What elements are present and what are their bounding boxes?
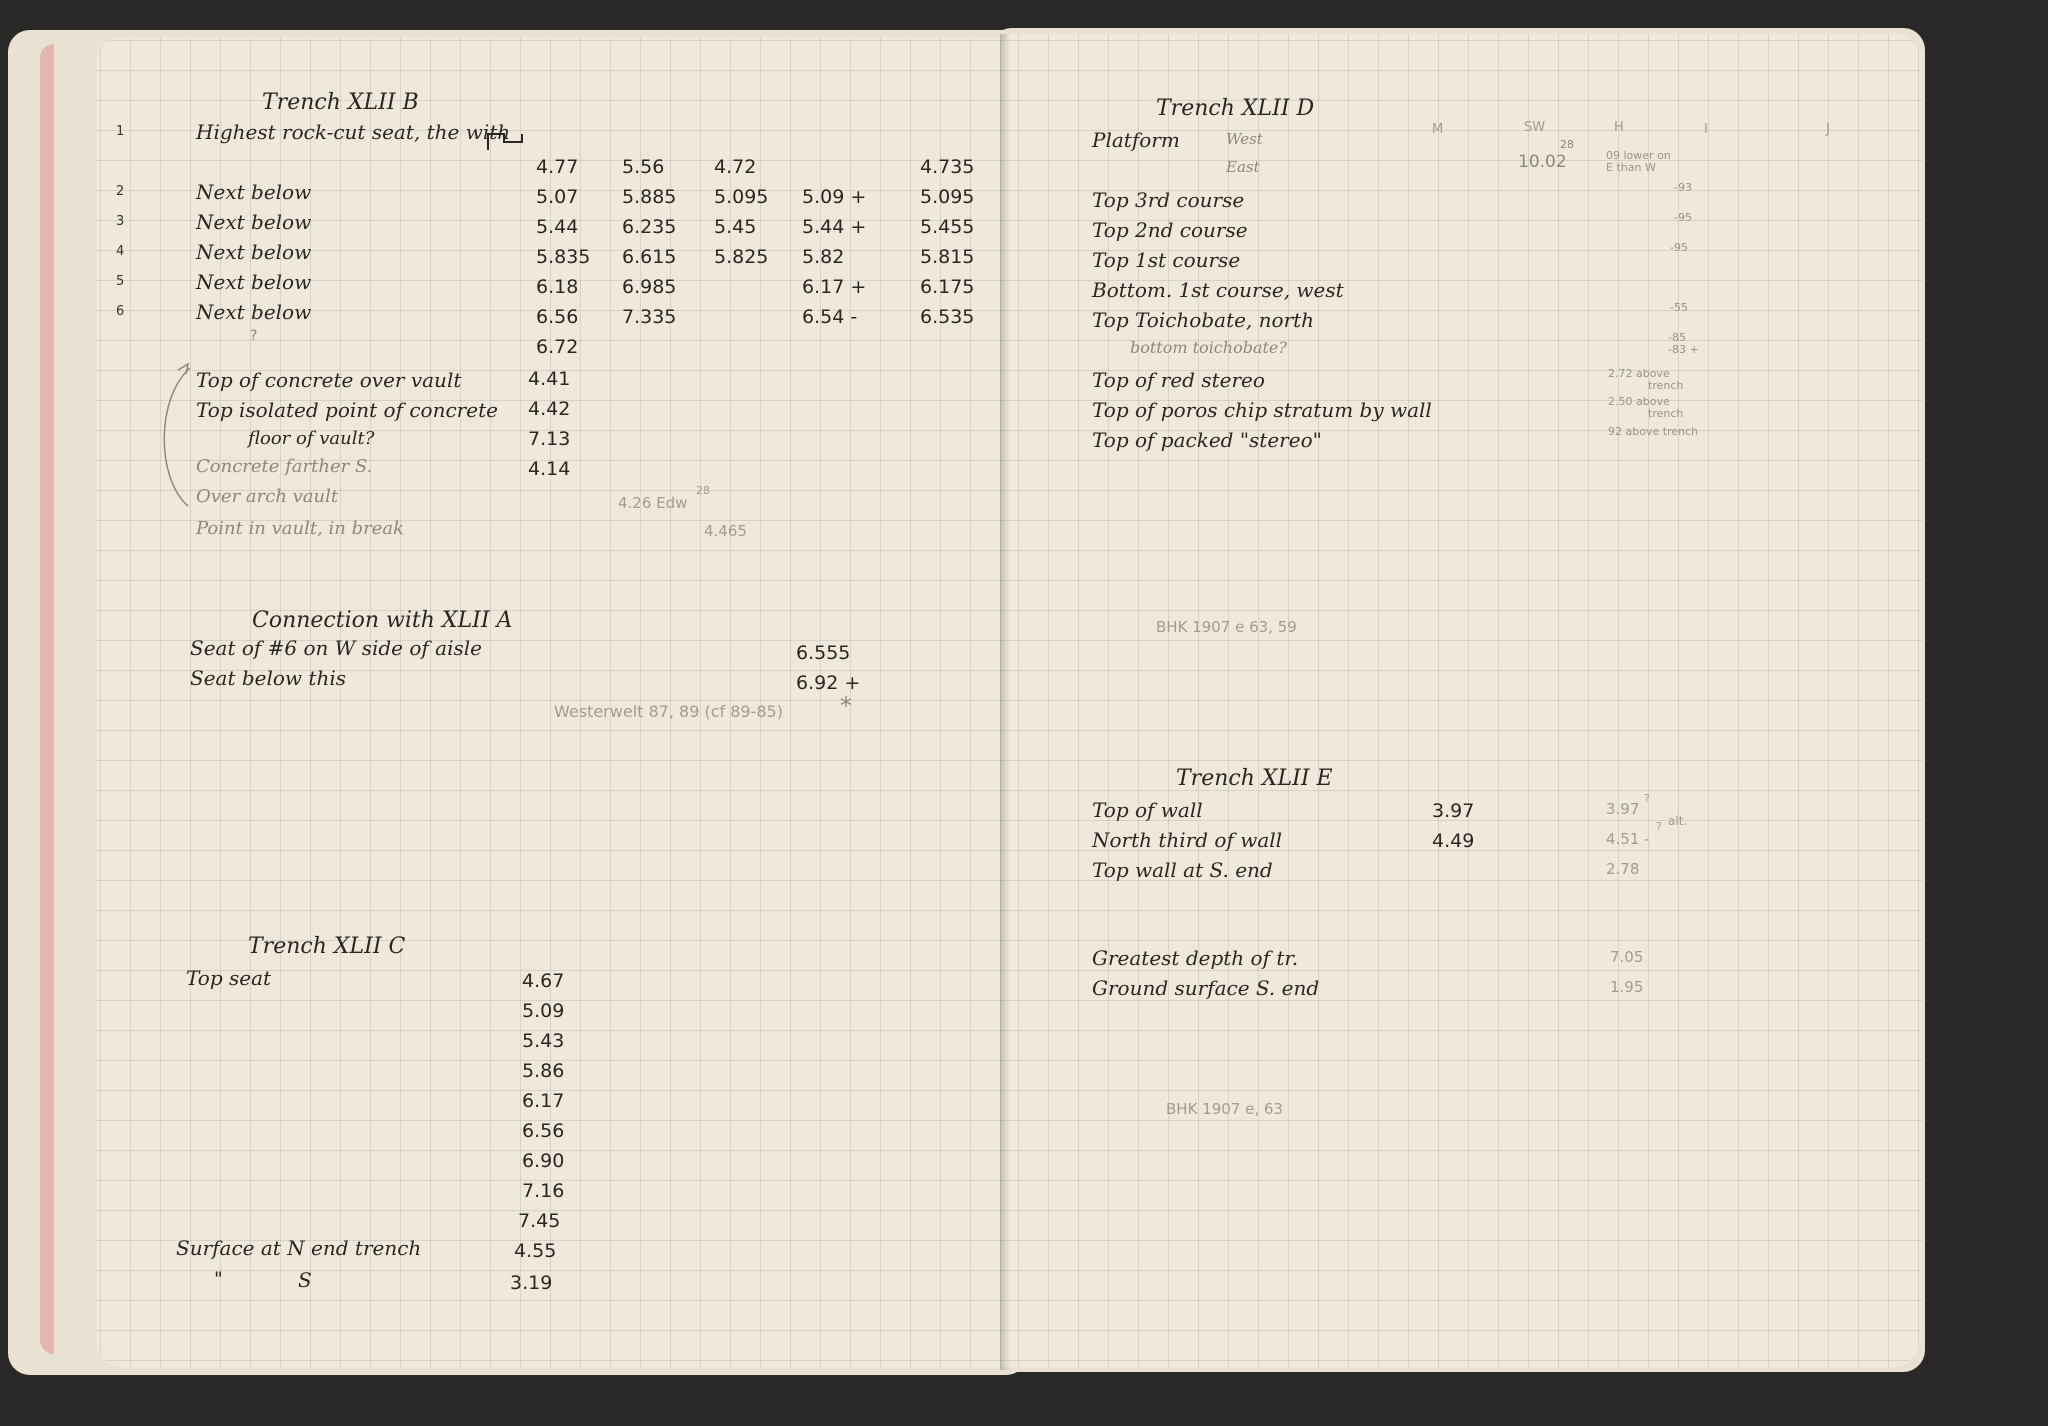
value-cell: 4.67 [522,970,565,992]
row1-label: Highest rock-cut seat, the with [196,120,511,144]
surface-n-value: 4.55 [514,1240,557,1262]
note-label: floor of vault? [248,428,375,449]
trench-d-row: Top 1st course [1092,248,1241,272]
column-header: I [1704,122,1708,137]
connection-label: Seat of #6 on W side of aisle [190,636,482,660]
value-cell: 6.17 [522,1090,565,1112]
note-label: Concrete farther S. [196,456,373,477]
faint-note: Point in vault, in break [196,518,405,539]
connection-heading: Connection with XLII A [252,608,513,633]
column-header: M [1432,122,1444,137]
trench-e-row: Greatest depth of tr. [1092,946,1299,970]
sw-value: 10.02 [1518,152,1567,172]
value-cell: 5.07 [536,186,579,208]
value-cell: 6.18 [536,276,579,298]
faint-reference: Westerwelt 87, 89 (cf 89-85) [554,702,783,721]
binding-gutter [1000,34,1010,1370]
next-below-label: Next below [196,240,312,264]
value-cell: 6.175 [920,276,975,298]
value-cell: 6.235 [622,216,677,238]
value-cell: 4.72 [714,156,757,178]
value-cell: 7.335 [622,306,677,328]
trench-d-heading: Trench XLII D [1156,96,1315,121]
value-cell: 6.615 [622,246,677,268]
value-cell: 5.45 [714,216,757,238]
row-number: 1 [116,124,125,139]
value-cell: 6.17 + [802,276,867,298]
faint-value: -55 [1670,301,1688,314]
trench-d-row: Top of packed "stereo" [1092,428,1322,452]
faint-value: 3.97 [1606,800,1640,818]
seat-profile-icon [486,130,526,152]
value-cell: 7.16 [522,1180,565,1202]
note-label: Top of concrete over vault [196,368,462,392]
faint-value: trench [1648,407,1684,420]
faint-value: 7.05 [1610,948,1644,966]
note-value: 4.41 [528,368,571,390]
bracket-mark [164,368,190,506]
reference-note: BHK 1907 e, 63 [1166,1100,1283,1118]
column-header: H [1614,120,1624,135]
faint-note: Over arch vault [196,486,339,507]
right-page [1006,34,1922,1368]
faint-value: -83 + [1668,343,1699,356]
value-cell: 5.09 + [802,186,867,208]
trench-e-value: 4.49 [1432,830,1475,852]
faint-value: 28 [696,484,710,497]
faint-value: ? [1656,820,1662,833]
faint-value: -95 [1674,211,1692,224]
faint-value: 09 lower on [1606,149,1671,162]
note-label: Top isolated point of concrete [196,398,498,422]
faint-value: -93 [1674,181,1692,194]
sw-small: 28 [1560,138,1574,151]
faint-value: -85 [1668,331,1686,344]
value-cell: 5.43 [522,1030,565,1052]
trench-d-row: Top of red stereo [1092,368,1265,392]
value-cell: 6.56 [522,1120,565,1142]
ditto-mark: " [214,1268,223,1290]
next-below-label: Next below [196,180,312,204]
faint-value: trench [1648,379,1684,392]
faint-value: E than W [1606,161,1656,174]
asterisk-mark: * [840,692,852,720]
top-seat-label: Top seat [186,966,272,990]
connection-value: 6.555 [796,642,851,664]
trench-c-heading: Trench XLII C [248,934,406,959]
note-value: 7.13 [528,428,571,450]
value-cell: 6.72 [536,336,579,358]
value-cell: 6.985 [622,276,677,298]
note-value: 4.42 [528,398,571,420]
faint-value: 4.465 [704,522,747,540]
row-number: 2 [116,184,125,199]
left-page [96,38,1008,1368]
surface-n-label: Surface at N end trench [176,1236,422,1260]
faint-value: 2.78 [1606,860,1640,878]
row-number: 5 [116,274,125,289]
trench-d-row: bottom toichobate? [1130,338,1287,357]
trench-d-row: Top of poros chip stratum by wall [1092,398,1432,422]
faint-value: 1.95 [1610,978,1644,996]
value-cell: 5.82 [802,246,845,268]
connection-label: Seat below this [190,666,346,690]
trench-e-heading: Trench XLII E [1176,766,1333,791]
value-cell: 5.44 + [802,216,867,238]
platform-faint: West [1226,130,1263,148]
trench-d-row: Top Toichobate, north [1092,308,1315,332]
next-below-label: Next below [196,270,312,294]
faint-value: 2.72 above [1608,367,1670,380]
next-below-label: Next below [196,300,312,324]
faint-value: -95 [1670,241,1688,254]
value-cell: 5.44 [536,216,579,238]
trench-e-row: Top wall at S. end [1092,858,1273,882]
connection-value: 6.92 + [796,672,861,694]
value-cell: 5.56 [622,156,665,178]
trench-e-row: Ground surface S. end [1092,976,1320,1000]
surface-s-value: 3.19 [510,1272,553,1294]
faint-value: alt. [1668,814,1688,828]
row-number: 6 [116,304,125,319]
value-cell: 5.835 [536,246,591,268]
red-page-edge [40,44,54,1354]
trench-e-row: Top of wall [1092,798,1203,822]
faint-value: ? [1644,792,1650,805]
question-mark: ? [250,328,258,344]
reference-note: BHK 1907 e 63, 59 [1156,618,1297,636]
faint-value: 2.50 above [1608,395,1670,408]
platform-faint: East [1226,158,1260,176]
arrow-mark [178,364,188,374]
value-cell: 5.455 [920,216,975,238]
surface-s-label: S [298,1268,312,1292]
value-cell: 4.735 [920,156,975,178]
faint-value: 92 above trench [1608,425,1699,438]
trench-d-row: Bottom. 1st course, west [1092,278,1344,302]
column-header: SW [1524,120,1546,135]
next-below-label: Next below [196,210,312,234]
faint-value: 4.51 - [1606,830,1650,848]
value-cell: 6.54 - [802,306,858,328]
value-cell: 6.535 [920,306,975,328]
note-value: 4.14 [528,458,571,480]
value-cell: 4.77 [536,156,579,178]
value-cell: 5.885 [622,186,677,208]
value-cell: 6.90 [522,1150,565,1172]
trench-b-heading: Trench XLII B [262,90,419,115]
value-cell: 5.86 [522,1060,565,1082]
row-number: 4 [116,244,125,259]
trench-e-row: North third of wall [1092,828,1283,852]
value-cell: 5.815 [920,246,975,268]
trench-e-value: 3.97 [1432,800,1475,822]
trench-d-row: Top 2nd course [1092,218,1248,242]
value-cell: 5.095 [920,186,975,208]
column-header: J [1826,122,1830,137]
value-cell: 7.45 [518,1210,561,1232]
value-cell: 5.095 [714,186,769,208]
value-cell: 5.825 [714,246,769,268]
value-cell: 5.09 [522,1000,565,1022]
platform-label: Platform [1092,128,1180,152]
value-cell: 6.56 [536,306,579,328]
faint-value: 4.26 Edw [618,494,688,512]
trench-d-row: Top 3rd course [1092,188,1245,212]
row-number: 3 [116,214,125,229]
